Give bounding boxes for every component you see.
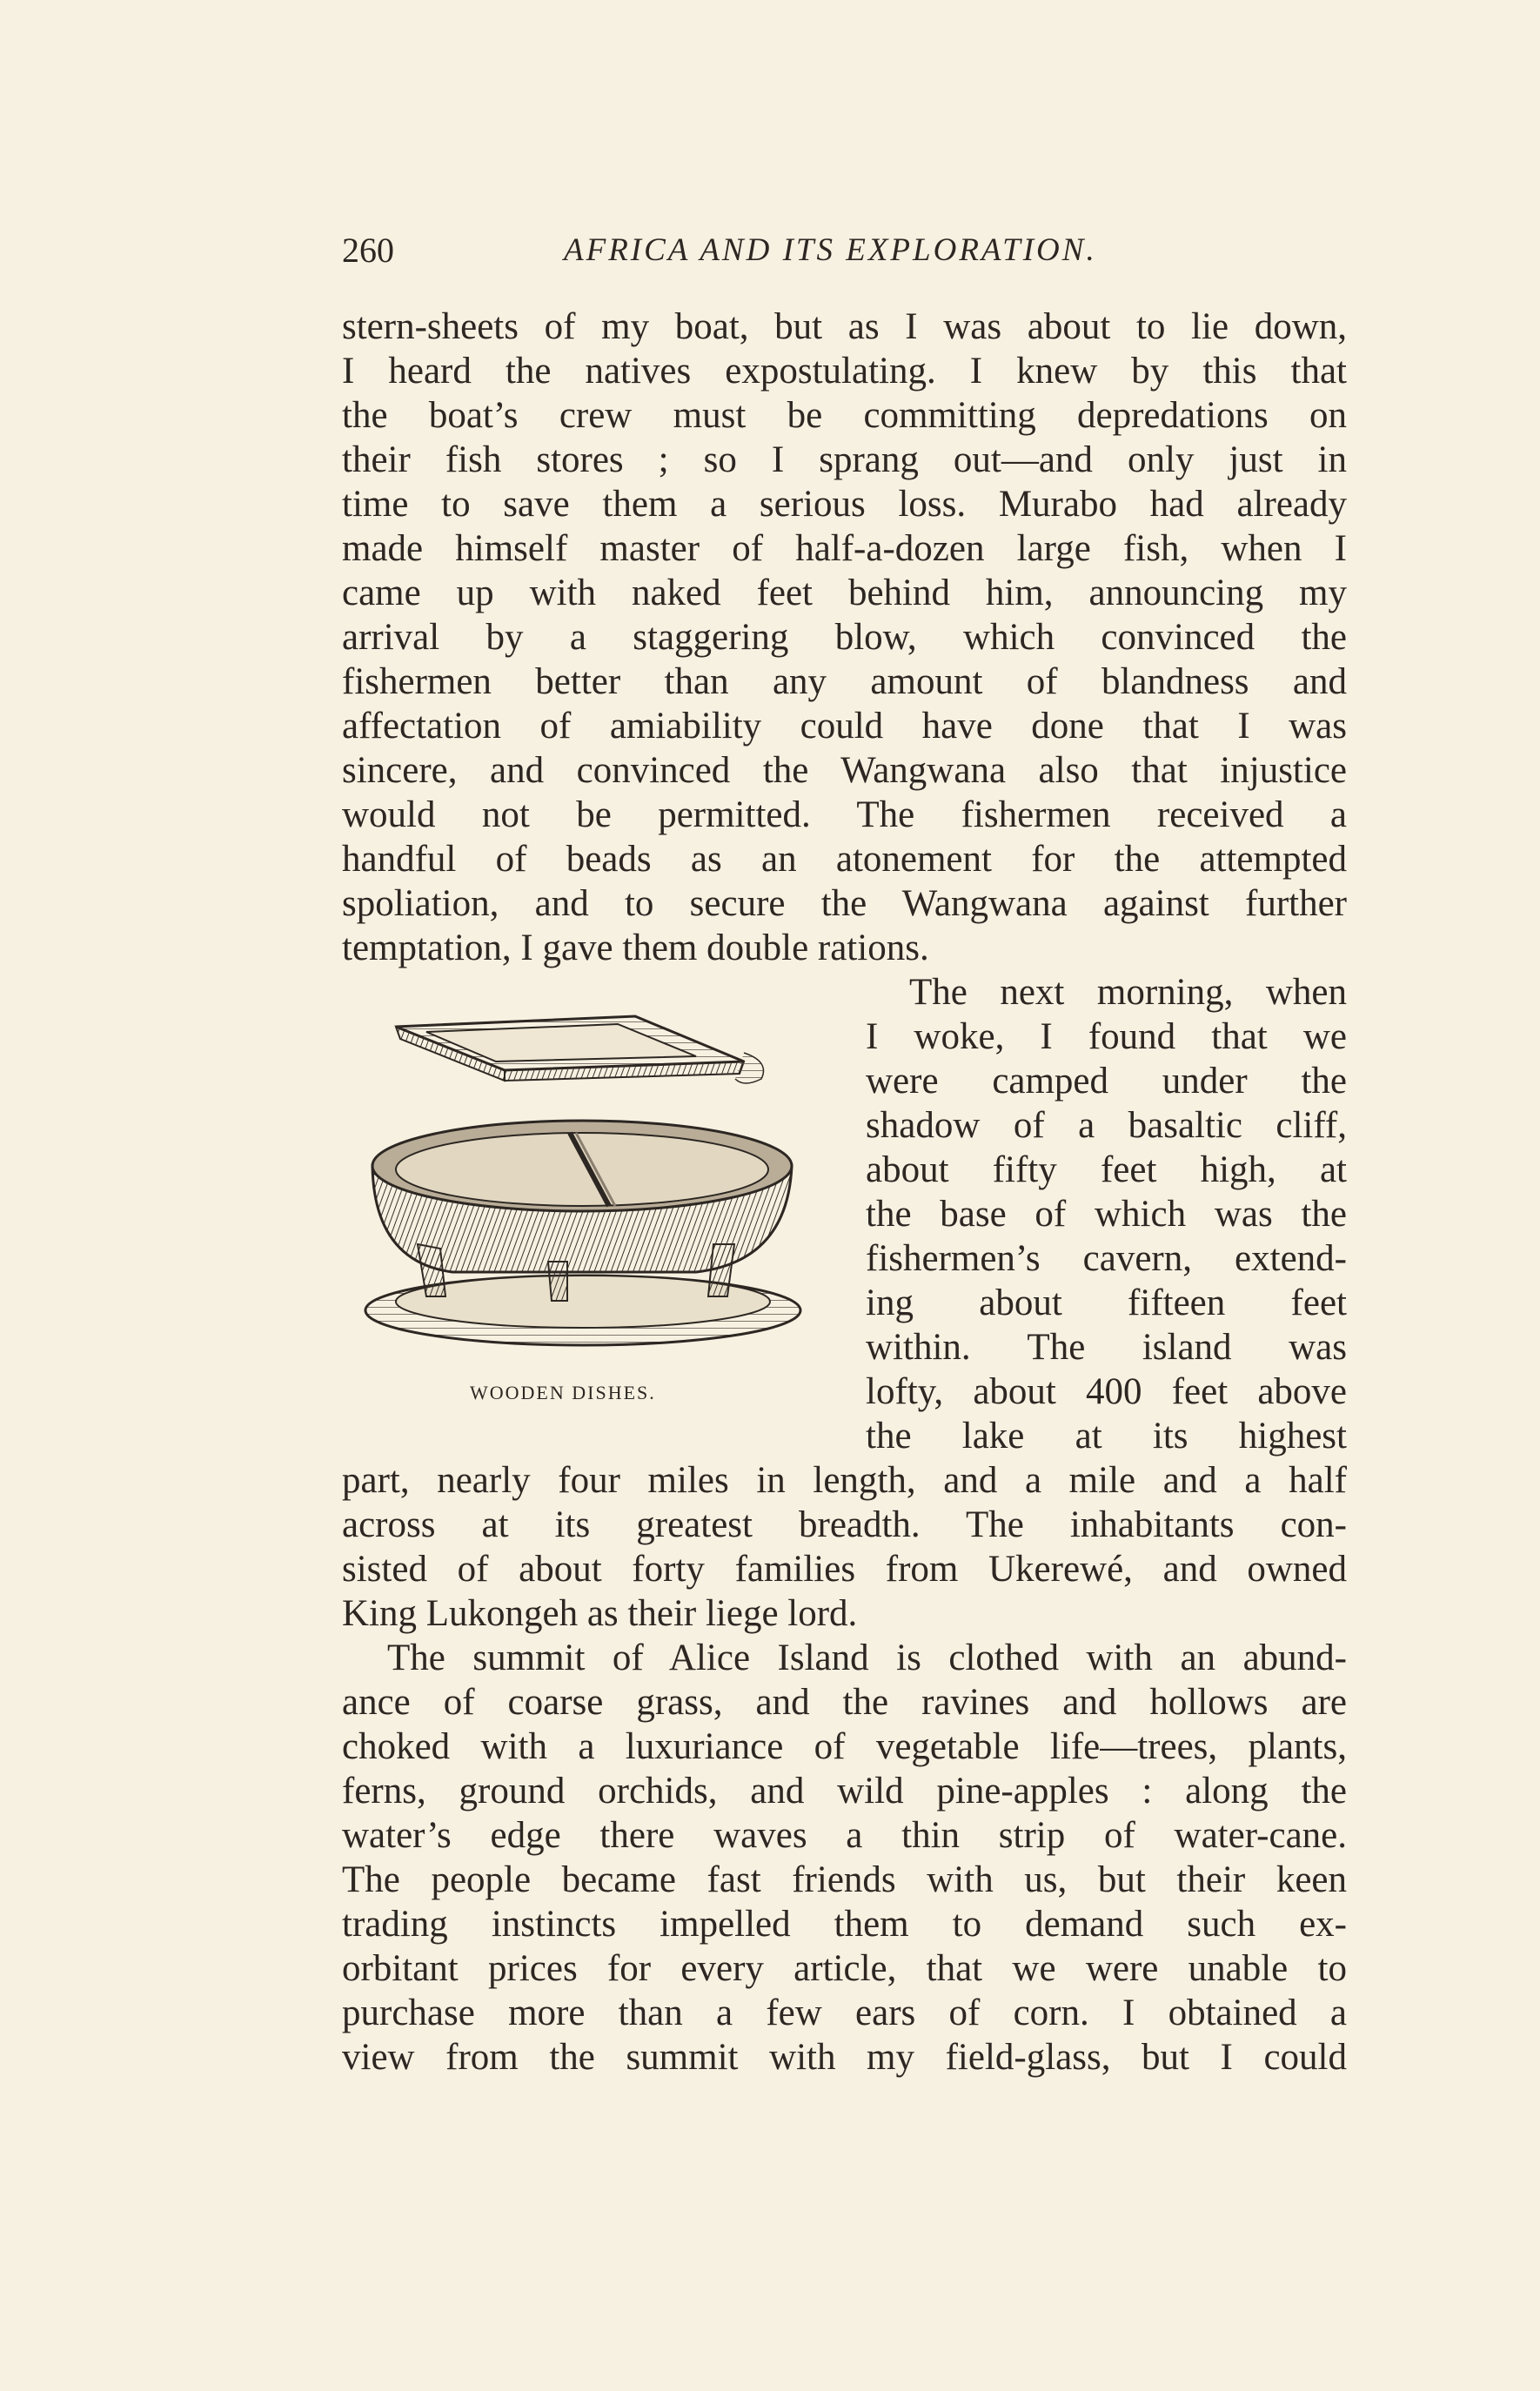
wooden-dishes-icon bbox=[348, 1001, 835, 1375]
text-line: trading instincts impelled them to demand such ex- bbox=[342, 1904, 1347, 1945]
page-header bbox=[342, 228, 1151, 273]
text-line: I heard the natives expostulating. I knew by this that bbox=[342, 351, 1347, 392]
text-line: were camped under the bbox=[866, 1061, 1347, 1102]
text-line: the lake at its highest bbox=[866, 1416, 1347, 1457]
page-number: 260 bbox=[342, 231, 394, 270]
text-line: time to save them a serious loss. Murabo had already bbox=[342, 484, 1347, 525]
text-line: made himself master of half-a-dozen large fish, when I bbox=[342, 528, 1347, 569]
text-line: purchase more than a few ears of corn. I obtained a bbox=[342, 1992, 1347, 2033]
text-line: sincere, and convinced the Wangwana also that injustice bbox=[342, 750, 1347, 791]
text-line: would not be permitted. The fishermen received a bbox=[342, 794, 1347, 835]
text-line: ance of coarse grass, and the ravines and hollows are bbox=[342, 1682, 1347, 1723]
text-line: their fish stores ; so I sprang out—and only just in bbox=[342, 439, 1347, 480]
text-line: ferns, ground orchids, and wild pine-apples : along the bbox=[342, 1771, 1347, 1812]
text-line: came up with naked feet behind him, announcing my bbox=[342, 573, 1347, 613]
text-line: view from the summit with my field-glass, but I could bbox=[342, 2037, 1347, 2078]
text-line: lofty, about 400 feet above bbox=[866, 1371, 1347, 1412]
text-line: within. The island was bbox=[866, 1327, 1347, 1368]
figure-caption: WOODEN DISHES. bbox=[470, 1382, 656, 1403]
text-line: King Lukongeh as their liege lord. bbox=[342, 1593, 858, 1634]
text-line: fishermen’s cavern, extend- bbox=[866, 1238, 1347, 1279]
text-line: I woke, I found that we bbox=[866, 1016, 1347, 1057]
text-line: about fifty feet high, at bbox=[866, 1149, 1347, 1190]
text-line: handful of beads as an atonement for the attempted bbox=[342, 839, 1347, 880]
text-line: stern-sheets of my boat, but as I was about to lie down, bbox=[342, 306, 1347, 347]
text-line: arrival by a staggering blow, which convinced the bbox=[342, 617, 1347, 658]
text-line: shadow of a basaltic cliff, bbox=[866, 1105, 1347, 1146]
text-line: the base of which was the bbox=[866, 1194, 1347, 1235]
text-line: sisted of about forty families from Ukerewé, and owned bbox=[342, 1549, 1347, 1590]
paragraph-start-line: The next morning, when bbox=[909, 972, 1347, 1013]
text-line: ing about fifteen feet bbox=[866, 1283, 1347, 1323]
text-line: part, nearly four miles in length, and a mile and a half bbox=[342, 1460, 1347, 1501]
text-line: water’s edge there waves a thin strip of water-cane. bbox=[342, 1815, 1347, 1856]
running-head: AFRICA AND ITS EXPLORATION. bbox=[564, 232, 1097, 268]
wooden-dishes-illustration bbox=[348, 1001, 835, 1375]
paragraph-start-line: The summit of Alice Island is clothed with an abund- bbox=[387, 1638, 1347, 1678]
text-line: orbitant prices for every article, that we were unable to bbox=[342, 1948, 1347, 1989]
text-line: spoliation, and to secure the Wangwana against further bbox=[342, 883, 1347, 924]
text-line: choked with a luxuriance of vegetable life—trees, plants, bbox=[342, 1726, 1347, 1767]
text-line: The people became fast friends with us, but their keen bbox=[342, 1859, 1347, 1900]
text-line: fishermen better than any amount of blandness and bbox=[342, 661, 1347, 702]
text-line: affectation of amiability could have done that I was bbox=[342, 706, 1347, 747]
text-line: the boat’s crew must be committing depredations on bbox=[342, 395, 1347, 436]
text-line: temptation, I gave them double rations. bbox=[342, 928, 929, 968]
text-line: across at its greatest breadth. The inhabitants con- bbox=[342, 1504, 1347, 1545]
